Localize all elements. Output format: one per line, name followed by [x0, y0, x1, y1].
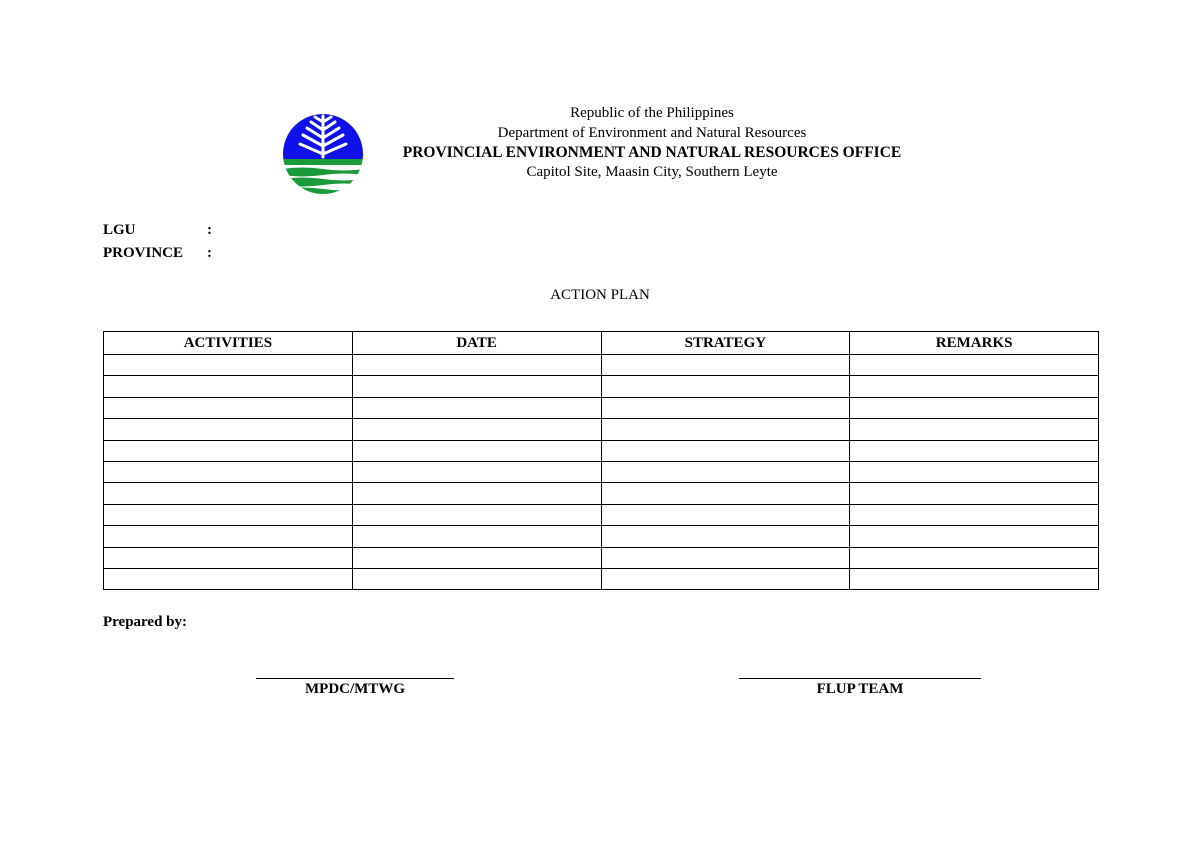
table-row: [104, 461, 1099, 482]
field-colon: :: [207, 245, 212, 261]
table-cell: [601, 376, 850, 397]
header-department: Department of Environment and Natural Resources: [497, 124, 807, 141]
table-cell: [104, 440, 353, 461]
table-cell: [352, 483, 601, 504]
field-label: LGU: [103, 222, 136, 238]
table-cell: [104, 526, 353, 547]
table-cell: [601, 504, 850, 525]
field-colon: :: [207, 222, 212, 238]
column-header-activities: ACTIVITIES: [104, 332, 353, 355]
table-cell: [601, 461, 850, 482]
column-header-strategy: STRATEGY: [601, 332, 850, 355]
table-cell: [104, 419, 353, 440]
table-cell: [352, 397, 601, 418]
signatory-mpdc: [255, 664, 455, 698]
table-cell: [850, 461, 1099, 482]
letterhead: [372, 104, 932, 182]
field-label: PROVINCE: [103, 245, 184, 261]
table-cell: [601, 547, 850, 568]
table-cell: [850, 526, 1099, 547]
table-cell: [850, 504, 1099, 525]
document-title: ACTION PLAN: [550, 287, 650, 303]
prepared-by-label: Prepared by:: [103, 614, 188, 630]
table-cell: [104, 376, 353, 397]
table-row: [104, 504, 1099, 525]
table-header-row: [104, 332, 1099, 355]
table-cell: [352, 461, 601, 482]
column-header-date: DATE: [352, 332, 601, 355]
table-row: [104, 526, 1099, 547]
table-cell: [850, 547, 1099, 568]
action-plan-table: [103, 331, 1099, 590]
table-row: [104, 397, 1099, 418]
signature-line: [739, 664, 981, 679]
table-cell: [850, 568, 1099, 589]
table-cell: [850, 376, 1099, 397]
table-cell: [352, 419, 601, 440]
table-cell: [352, 440, 601, 461]
header-office: PROVINCIAL ENVIRONMENT AND NATURAL RESOURCES OFFICE: [402, 144, 902, 161]
table-cell: [104, 504, 353, 525]
table-row: [104, 483, 1099, 504]
table-cell: [104, 397, 353, 418]
header-republic: Republic of the Philippines: [570, 105, 734, 121]
table-cell: [850, 440, 1099, 461]
header-address: Capitol Site, Maasin City, Southern Leyte: [526, 163, 778, 180]
signature-line: [256, 664, 454, 679]
table-cell: [601, 419, 850, 440]
field-province: [103, 242, 212, 265]
table-cell: [352, 568, 601, 589]
table-cell: [352, 526, 601, 547]
table-cell: [601, 483, 850, 504]
table-row: [104, 355, 1099, 376]
table-cell: [601, 355, 850, 376]
field-lgu: [103, 219, 212, 242]
table-cell: [850, 397, 1099, 418]
table-cell: [104, 461, 353, 482]
table-cell: [850, 483, 1099, 504]
table-cell: [104, 568, 353, 589]
table-cell: [104, 547, 353, 568]
info-fields: [103, 219, 212, 265]
table-cell: [850, 355, 1099, 376]
table-cell: [850, 419, 1099, 440]
table-cell: [601, 568, 850, 589]
seal-land: [282, 159, 364, 195]
table-cell: [352, 504, 601, 525]
table-cell: [104, 355, 353, 376]
table-row: [104, 440, 1099, 461]
table-cell: [601, 397, 850, 418]
table-cell: [104, 483, 353, 504]
table-row: [104, 568, 1099, 589]
table-cell: [352, 355, 601, 376]
signatory-flup: [738, 664, 982, 698]
column-header-remarks: REMARKS: [850, 332, 1099, 355]
denr-seal-icon: [282, 113, 364, 195]
table-cell: [352, 547, 601, 568]
table-cell: [601, 440, 850, 461]
table-row: [104, 419, 1099, 440]
table-row: [104, 376, 1099, 397]
table-cell: [601, 526, 850, 547]
signatory-role: FLUP TEAM: [816, 681, 904, 697]
table-row: [104, 547, 1099, 568]
table-cell: [352, 376, 601, 397]
signatory-role: MPDC/MTWG: [305, 681, 405, 697]
